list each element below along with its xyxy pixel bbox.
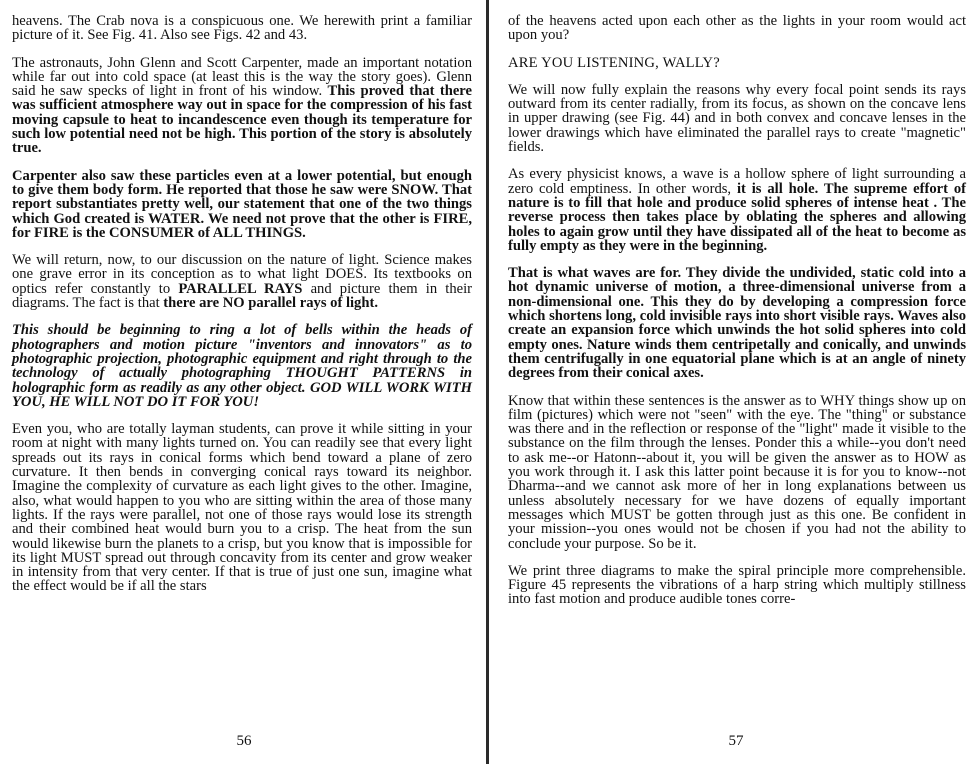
paragraph: This should be beginning to ring a lot of bells within the heads of photographers and motion picture "inventors and innovators" as to photographic projection, photographic equipment and right through to the technology of actually photographing THOUGHT PATTERNS in holographic form as readily as any other object. GOD WILL WORK WITH YOU, HE WILL NOT DO IT FOR YOU!: [12, 322, 472, 410]
section-heading: ARE YOU LISTENING, WALLY?: [508, 54, 720, 71]
paragraph: [12, 56, 472, 156]
left-page: [0, 0, 488, 764]
book-gutter: [486, 0, 489, 764]
paragraph: That is what waves are for. They divide the undivided, static cold into a hot dynamic universe of motion, a three-dimensional universe from a non-dimensional one. This they do by developing a compression force which shortens long, cold invisible rays into short visible rays. Waves also create an expansion force which unwinds the hot solid spheres into cold empty ones. Nature winds them centripetally and conically, and unwinds them centrifugally in one equatorial plane which is at an angle of ninety degrees from their conical axes.: [508, 265, 966, 382]
page-number-right: 57: [728, 733, 744, 749]
bold-text-run: it is all hole. The supreme effort of nature is to fill that hole and produce solid spheres of intense heat . The reverse process then takes place by oblating the spheres and allowing holes to again grow until they have dissipated all of the heat to become as fully empty as they were in the beginning.: [508, 180, 966, 254]
right-page-text: [508, 14, 966, 607]
bold-text-run: PARALLEL RAYS: [178, 280, 303, 297]
page-number-left: 56: [236, 733, 252, 749]
paragraph: Even you, who are totally layman students, can prove it while sitting in your room at night with many lights turned on. You can readily see that every light spreads out its rays in conical forms which bend toward a plane of zero curvature. It then bends in converging conical rays toward its neighbor. Imagine the complexity of curvature as each light gives to the other. Imagine, also, what would happen to you who are sitting within the area of those many lights. If the rays were parallel, not one of those rays would lose its strength and their combined heat would burn you to a crisp. The heat from the sun would likewise burn the planets to a crisp, but you know that is impossible for its light MUST spread out through concavity from its center and grow weaker in intensity from that very center. If that is true of just one sun, imagine what the effect would be if all the stars: [12, 421, 472, 595]
paragraph: [12, 253, 472, 310]
text-run: The astronauts, John Glenn and Scott Carpenter, made an important notation while far out into cold space (at least this is the way the story goes). Glenn said he saw specks of light in front of his window.: [12, 54, 472, 100]
paragraph: heavens. The Crab nova is a conspicuous one. We herewith print a familiar picture of it. See Fig. 41. Also see Figs. 42 and 43.: [12, 13, 472, 44]
paragraph: We print three diagrams to make the spiral principle more comprehensible. Figure 45 represents the vibrations of a harp string which multiply stillness into fast motion and produce audible tones corre-: [508, 562, 966, 608]
paragraph: We will now fully explain the reasons why every focal point sends its rays outward from its center radially, from its focus, as shown on the concave lens in upper drawing (see Fig. 44) and in both convex and concave lenses in the lower drawings which have eliminated the parallel rays to create "magnetic" fields.: [508, 81, 966, 156]
text-run: We will return, now, to our discussion on the nature of light. Science makes one grave error in its conception as to what light DOES. Its textbooks on optics refer constantly to: [12, 252, 472, 297]
left-page-text: [12, 14, 472, 594]
text-run: As every physicist knows, a wave is a hollow sphere of light surrounding a zero cold emptiness. In other words,: [508, 166, 966, 197]
bold-text-run: This proved that there was sufficient atmosphere way out in space for the compression of his fast moving capsule to heat to incandescence even though its temperature for such low potential need not be high. This portion of the story is absolutely true.: [12, 83, 472, 157]
paragraph: Carpenter also saw these particles even at a lower potential, but enough to give them body form. He reported that those he saw were SNOW. That report substantiates pretty well, our statement that one of the two things which God created is WATER. We need not prove that the other is FIRE, for FIRE is the CONSUMER of ALL THINGS.: [12, 167, 472, 241]
paragraph: [508, 167, 966, 253]
paragraph: Know that within these sentences is the answer as to WHY things show up on film (pictures) which were not "seen" with the eye. The "thing" or substance was there and in the reflection or response of the "light" made it visible to the substance on the film through the lenses. Ponder this a while--you don't need to ask me--or Hatonn--about it, you will be given the answer as to HOW as you work through it. I ask this latter point because it is for you to know--not Dharma--and we cannot ask more of her in long explanations between us unless absolutely necessary for we have dozens of equally important messages which MUST be gotten through just as this one. Be confident in your mission--you ones would not be chosen if you had not the ability to conclude your purpose. So be it.: [508, 392, 966, 552]
right-page: [492, 0, 980, 764]
paragraph: of the heavens acted upon each other as the lights in your room would act upon you?: [508, 13, 966, 44]
text-run: and picture them in their diagrams. The fact is that: [12, 280, 473, 312]
bold-text-run: there are NO parallel rays of light.: [163, 295, 378, 312]
